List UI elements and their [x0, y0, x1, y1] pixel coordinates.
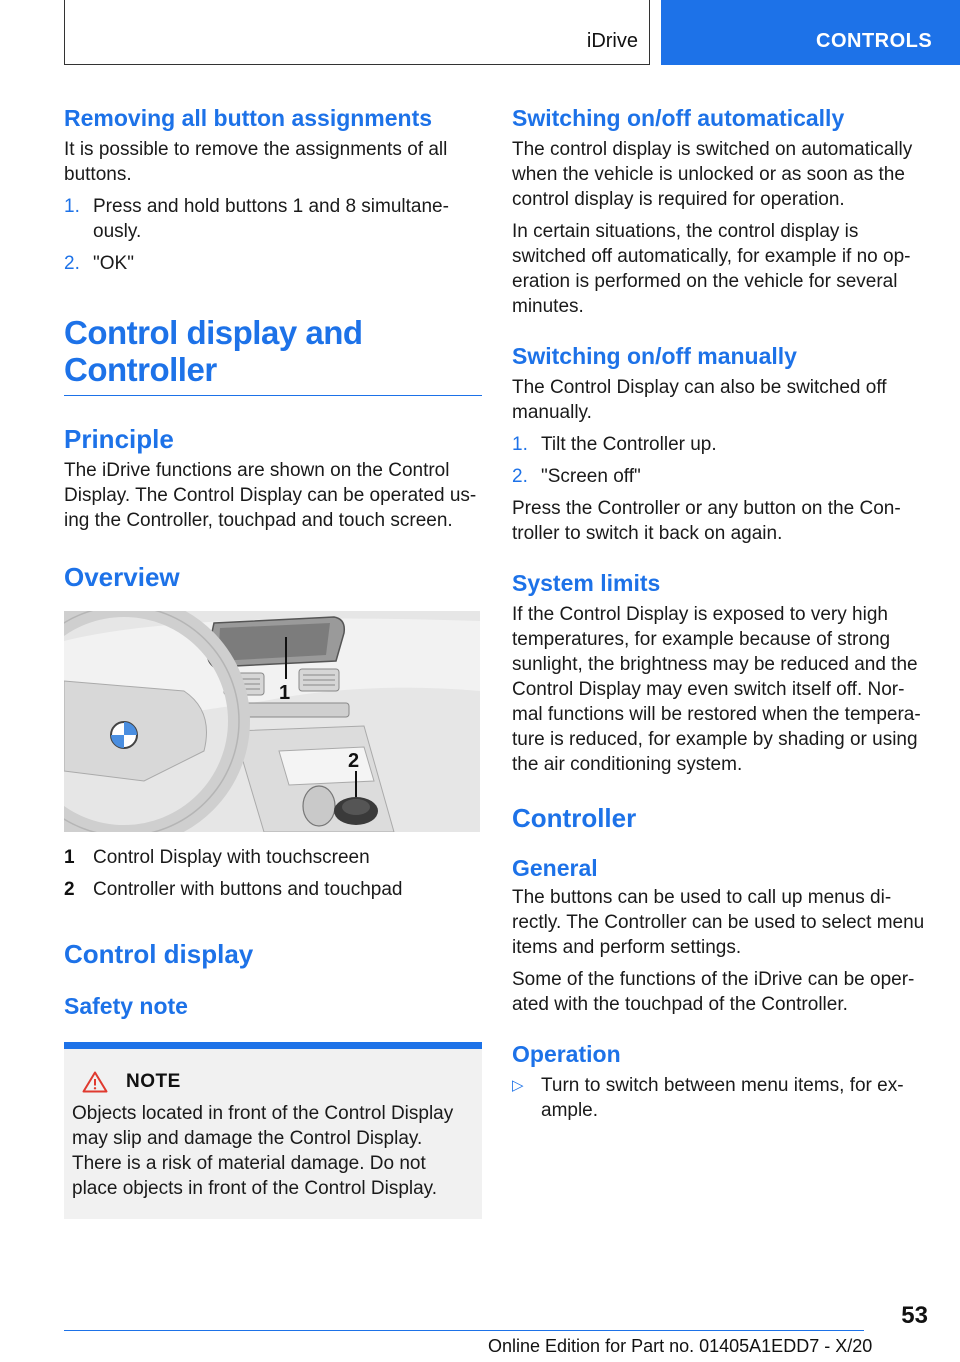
- right-column: [512, 100, 930, 1123]
- triangle-bullet-icon: ▷: [512, 1077, 524, 1094]
- manual-switch-p2: Press the Controller or any button on the Con‐troller to switch it back on again.: [512, 498, 901, 544]
- list-item: 1. Tilt the Controller up.: [512, 434, 717, 455]
- removing-assignments-heading: Removing all button assignments: [64, 105, 433, 131]
- system-limits-text: If the Control Display is exposed to very high temperatures, for example because of strong sunlight, the brightness may be reduced and the Control Display may even switch itself off. Nor‐mal functions will be restored when the tempera‐ture is reduced, for example by shading or using the air conditioning system.: [512, 604, 921, 775]
- note-label: NOTE: [126, 1071, 181, 1092]
- cockpit-drawing: [64, 611, 480, 832]
- left-column: [64, 100, 482, 1219]
- header-chapter-tab: CONTROLS: [661, 0, 960, 65]
- auto-switch-heading: Switching on/off automatically: [512, 105, 845, 131]
- figure-legend: [64, 845, 482, 902]
- controller-heading: Controller: [512, 803, 637, 833]
- list-item: 2 Controller with buttons and touchpad: [64, 879, 403, 900]
- header-frame: [64, 0, 650, 65]
- system-limits-heading: System limits: [512, 570, 661, 596]
- callout-1: 1: [279, 682, 291, 704]
- auto-switch-p1: The control display is switched on automatically when the vehicle is unlocked or as soon as the control display is required for operation.: [512, 139, 913, 210]
- chapter-title: Control display and Controller: [64, 314, 482, 396]
- list-item: ▷ Turn to switch between menu items, for ex‐ample.: [512, 1075, 904, 1121]
- control-display-heading: Control display: [64, 939, 254, 969]
- operation-heading: Operation: [512, 1041, 621, 1067]
- operation-list: [512, 1073, 930, 1123]
- page-number: 53: [901, 1302, 928, 1329]
- manual-switch-p1: The Control Display can also be switched off manually.: [512, 377, 887, 423]
- manual-steps: [512, 432, 930, 489]
- principle-text: The iDrive functions are shown on the Control Display. The Control Display can be operated us‐ing the Controller, touchpad and touch screen.: [64, 460, 477, 531]
- list-item: 1. Press and hold buttons 1 and 8 simultane‐ously.: [64, 196, 449, 242]
- safety-note-heading: Safety note: [64, 993, 188, 1019]
- overview-heading: Overview: [64, 562, 180, 592]
- footer-rule: [64, 1330, 864, 1331]
- auto-switch-p2: In certain situations, the control display is switched off automatically, for example if no op‐eration is performed on the vehicle for several minutes.: [512, 221, 911, 317]
- manual-switch-heading: Switching on/off manually: [512, 343, 797, 369]
- list-item: 2. "OK": [64, 253, 134, 274]
- note-text: Objects located in front of the Control Display may slip and damage the Control Display. There is a risk of material damage. Do not place objects in front of the Control Display.: [72, 1103, 454, 1199]
- note-box: [64, 1042, 482, 1219]
- header-section-title: iDrive: [586, 30, 638, 52]
- cockpit-illustration: [64, 611, 480, 832]
- general-p1: The buttons can be used to call up menus di‐rectly. The Controller can be used to select menu items and perform settings.: [512, 887, 925, 958]
- footer-edition: Online Edition for Part no. 01405A1EDD7 - X/20: [488, 1336, 873, 1356]
- list-item: 1 Control Display with touchscreen: [64, 847, 370, 868]
- principle-heading: Principle: [64, 424, 174, 454]
- removing-intro: It is possible to remove the assignments of all buttons.: [64, 139, 448, 185]
- general-p2: Some of the functions of the iDrive can be oper‐ated with the touchpad of the Controller.: [512, 969, 915, 1015]
- removing-steps: [64, 194, 482, 276]
- general-heading: General: [512, 855, 598, 881]
- callout-2: 2: [348, 750, 360, 772]
- list-item: 2. "Screen off": [512, 466, 641, 487]
- warning-triangle-icon: [82, 1071, 108, 1093]
